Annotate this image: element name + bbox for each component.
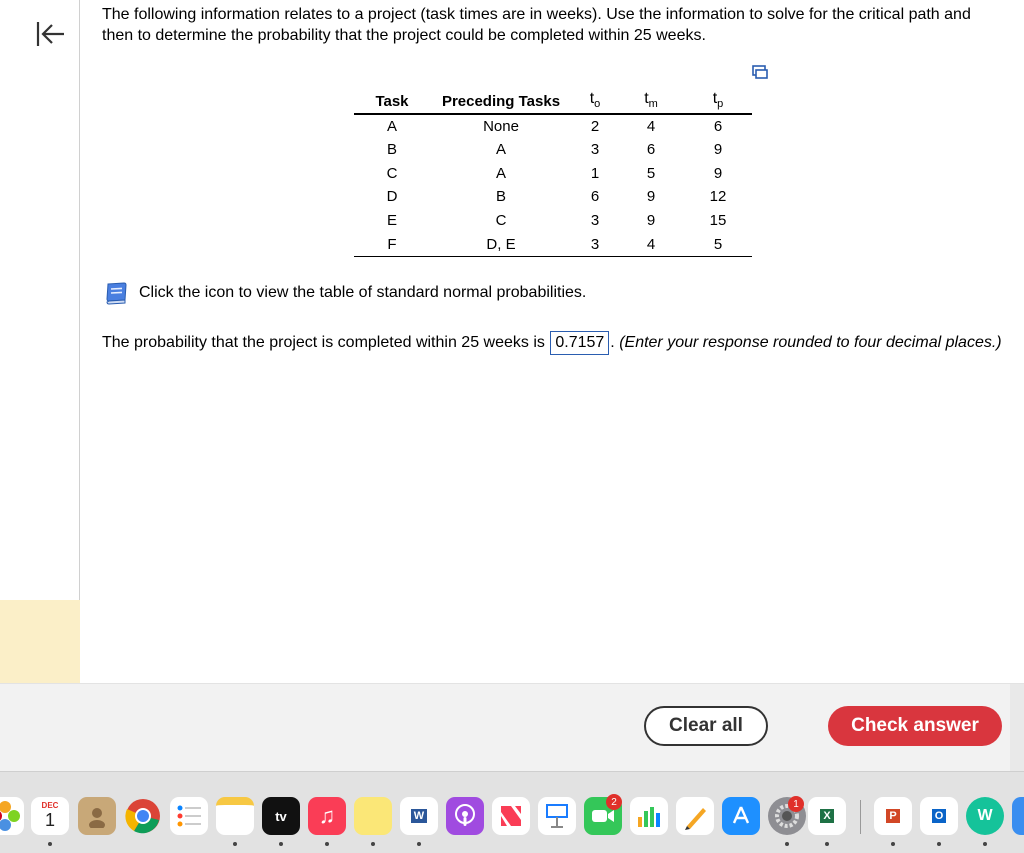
clear-all-button[interactable]: Clear all <box>644 706 768 746</box>
podium-icon <box>542 801 572 831</box>
facetime-badge: 2 <box>606 794 622 810</box>
list-icon <box>174 801 204 831</box>
person-icon <box>85 804 109 828</box>
excel-app-icon[interactable] <box>808 797 846 835</box>
book-icon[interactable] <box>104 281 130 305</box>
header-tp-main: t <box>712 89 718 107</box>
table-row <box>354 161 752 185</box>
cell-preceding: D, E <box>430 232 572 256</box>
running-indicator <box>891 842 895 846</box>
word-app-icon[interactable] <box>400 797 438 835</box>
news-icon <box>497 802 525 830</box>
grammarly-letter: W <box>977 807 993 824</box>
cell-tp: 12 <box>709 188 727 206</box>
word-letter: W <box>411 809 427 823</box>
scratch-copy-icon[interactable] <box>752 64 768 80</box>
running-indicator <box>325 842 329 846</box>
cell-to: 3 <box>590 141 600 159</box>
cell-tp: 9 <box>713 164 723 182</box>
cell-preceding: C <box>495 212 507 230</box>
header-tp-sub: p <box>717 98 724 110</box>
table-row <box>354 232 752 256</box>
photos-app-icon[interactable] <box>0 797 24 835</box>
cell-task: A <box>386 117 397 135</box>
podcast-icon <box>452 803 478 829</box>
keynote-app-icon[interactable] <box>538 797 576 835</box>
cell-preceding: A <box>495 164 506 182</box>
running-indicator <box>371 842 375 846</box>
collapse-panel-icon[interactable] <box>34 18 66 50</box>
table-row <box>354 185 752 209</box>
settings-badge: 1 <box>788 796 804 812</box>
bar-chart-icon <box>635 803 663 829</box>
calendar-day: 1 <box>44 810 55 830</box>
photos-flower-icon <box>0 799 22 833</box>
cell-task: F <box>354 232 430 256</box>
help-text: Click the icon to view the table of standard normal probabilities. <box>139 284 587 301</box>
answer-line <box>102 330 1002 355</box>
tv-label: tv <box>275 808 287 824</box>
running-indicator <box>937 842 941 846</box>
header-tm-sub: m <box>648 98 658 110</box>
news-app-icon[interactable] <box>492 797 530 835</box>
chrome-logo-icon <box>125 798 161 834</box>
contacts-app-icon[interactable] <box>78 797 116 835</box>
cell-to: 3 <box>590 212 600 230</box>
numbers-app-icon[interactable] <box>630 797 668 835</box>
pencil-icon <box>681 802 709 830</box>
header-to-main: t <box>589 89 595 107</box>
running-indicator <box>825 842 829 846</box>
question-text: The following information relates to a project (task times are in weeks). Use the information to solve for the critical path and then to determine the probability that the project could be completed within 25 weeks. <box>102 6 971 44</box>
header-to-sub: o <box>594 98 601 110</box>
cell-tp: 15 <box>709 212 727 230</box>
header-tm <box>618 87 684 114</box>
finder-app-icon[interactable] <box>1012 797 1024 835</box>
table-header-row <box>354 87 752 114</box>
cell-tm: 4 <box>646 117 656 135</box>
table-row <box>354 114 752 138</box>
dock-separator <box>860 800 861 834</box>
cell-task: C <box>386 164 398 182</box>
calendar-app-icon[interactable] <box>31 797 69 835</box>
running-indicator <box>233 842 237 846</box>
notes-app-icon[interactable] <box>216 797 254 835</box>
cell-to: 3 <box>572 232 618 256</box>
cell-tm: 4 <box>618 232 684 256</box>
running-indicator <box>279 842 283 846</box>
chrome-app-icon[interactable] <box>124 797 162 835</box>
outlook-letter: O <box>932 809 947 823</box>
excel-letter: X <box>820 809 833 823</box>
cell-tm: 6 <box>646 141 656 159</box>
cell-task: B <box>386 141 397 159</box>
ppt-letter: P <box>886 809 899 823</box>
cell-tm: 9 <box>646 212 656 230</box>
music-app-icon[interactable]: ♫ <box>308 797 346 835</box>
cell-to: 1 <box>590 164 600 182</box>
cell-preceding: None <box>483 117 519 135</box>
answer-prefix: The probability that the project is completed within 25 weeks is <box>102 334 545 351</box>
header-preceding: Preceding Tasks <box>430 87 572 114</box>
header-tp <box>684 87 752 114</box>
cell-preceding: B <box>495 188 506 206</box>
answer-instruction: (Enter your response rounded to four decimal places.) <box>619 334 1002 351</box>
cell-to: 6 <box>590 188 600 206</box>
header-to <box>572 87 618 114</box>
grammarly-app-icon[interactable] <box>966 797 1004 835</box>
task-table <box>354 87 752 257</box>
running-indicator <box>417 842 421 846</box>
running-indicator <box>785 842 789 846</box>
answer-period: . <box>610 334 615 351</box>
powerpoint-app-icon[interactable] <box>874 797 912 835</box>
scrollbar-gutter[interactable] <box>1010 684 1024 772</box>
help-row <box>104 281 586 305</box>
header-task: Task <box>354 87 430 114</box>
app-store-a-icon <box>728 803 754 829</box>
table-row <box>354 138 752 162</box>
podcasts-app-icon[interactable] <box>446 797 484 835</box>
running-indicator <box>983 842 987 846</box>
calendar-month: DEC <box>41 801 59 810</box>
reminders-app-icon[interactable] <box>170 797 208 835</box>
cell-tm: 5 <box>646 164 656 182</box>
cell-to: 2 <box>590 117 600 135</box>
app-store-icon[interactable] <box>722 797 760 835</box>
header-tm-main: t <box>644 89 649 107</box>
cell-tm: 9 <box>646 188 656 206</box>
cell-tp: 6 <box>713 117 723 135</box>
stickies-app-icon[interactable] <box>354 797 392 835</box>
dock <box>0 771 1024 853</box>
cell-preceding: A <box>495 141 506 159</box>
answer-input[interactable]: 0.7157 <box>550 331 609 355</box>
tv-app-icon[interactable] <box>262 797 300 835</box>
table-row <box>354 209 752 233</box>
action-bar <box>0 683 1024 771</box>
cell-tp: 5 <box>684 232 752 256</box>
pages-app-icon[interactable] <box>676 797 714 835</box>
outlook-app-icon[interactable] <box>920 797 958 835</box>
cell-task: E <box>386 212 397 230</box>
cell-tp: 9 <box>713 141 723 159</box>
check-answer-button[interactable]: Check answer <box>828 706 1002 746</box>
rail-highlight <box>0 600 80 683</box>
cell-task: D <box>386 188 398 206</box>
left-rail <box>0 0 80 683</box>
running-indicator <box>48 842 52 846</box>
